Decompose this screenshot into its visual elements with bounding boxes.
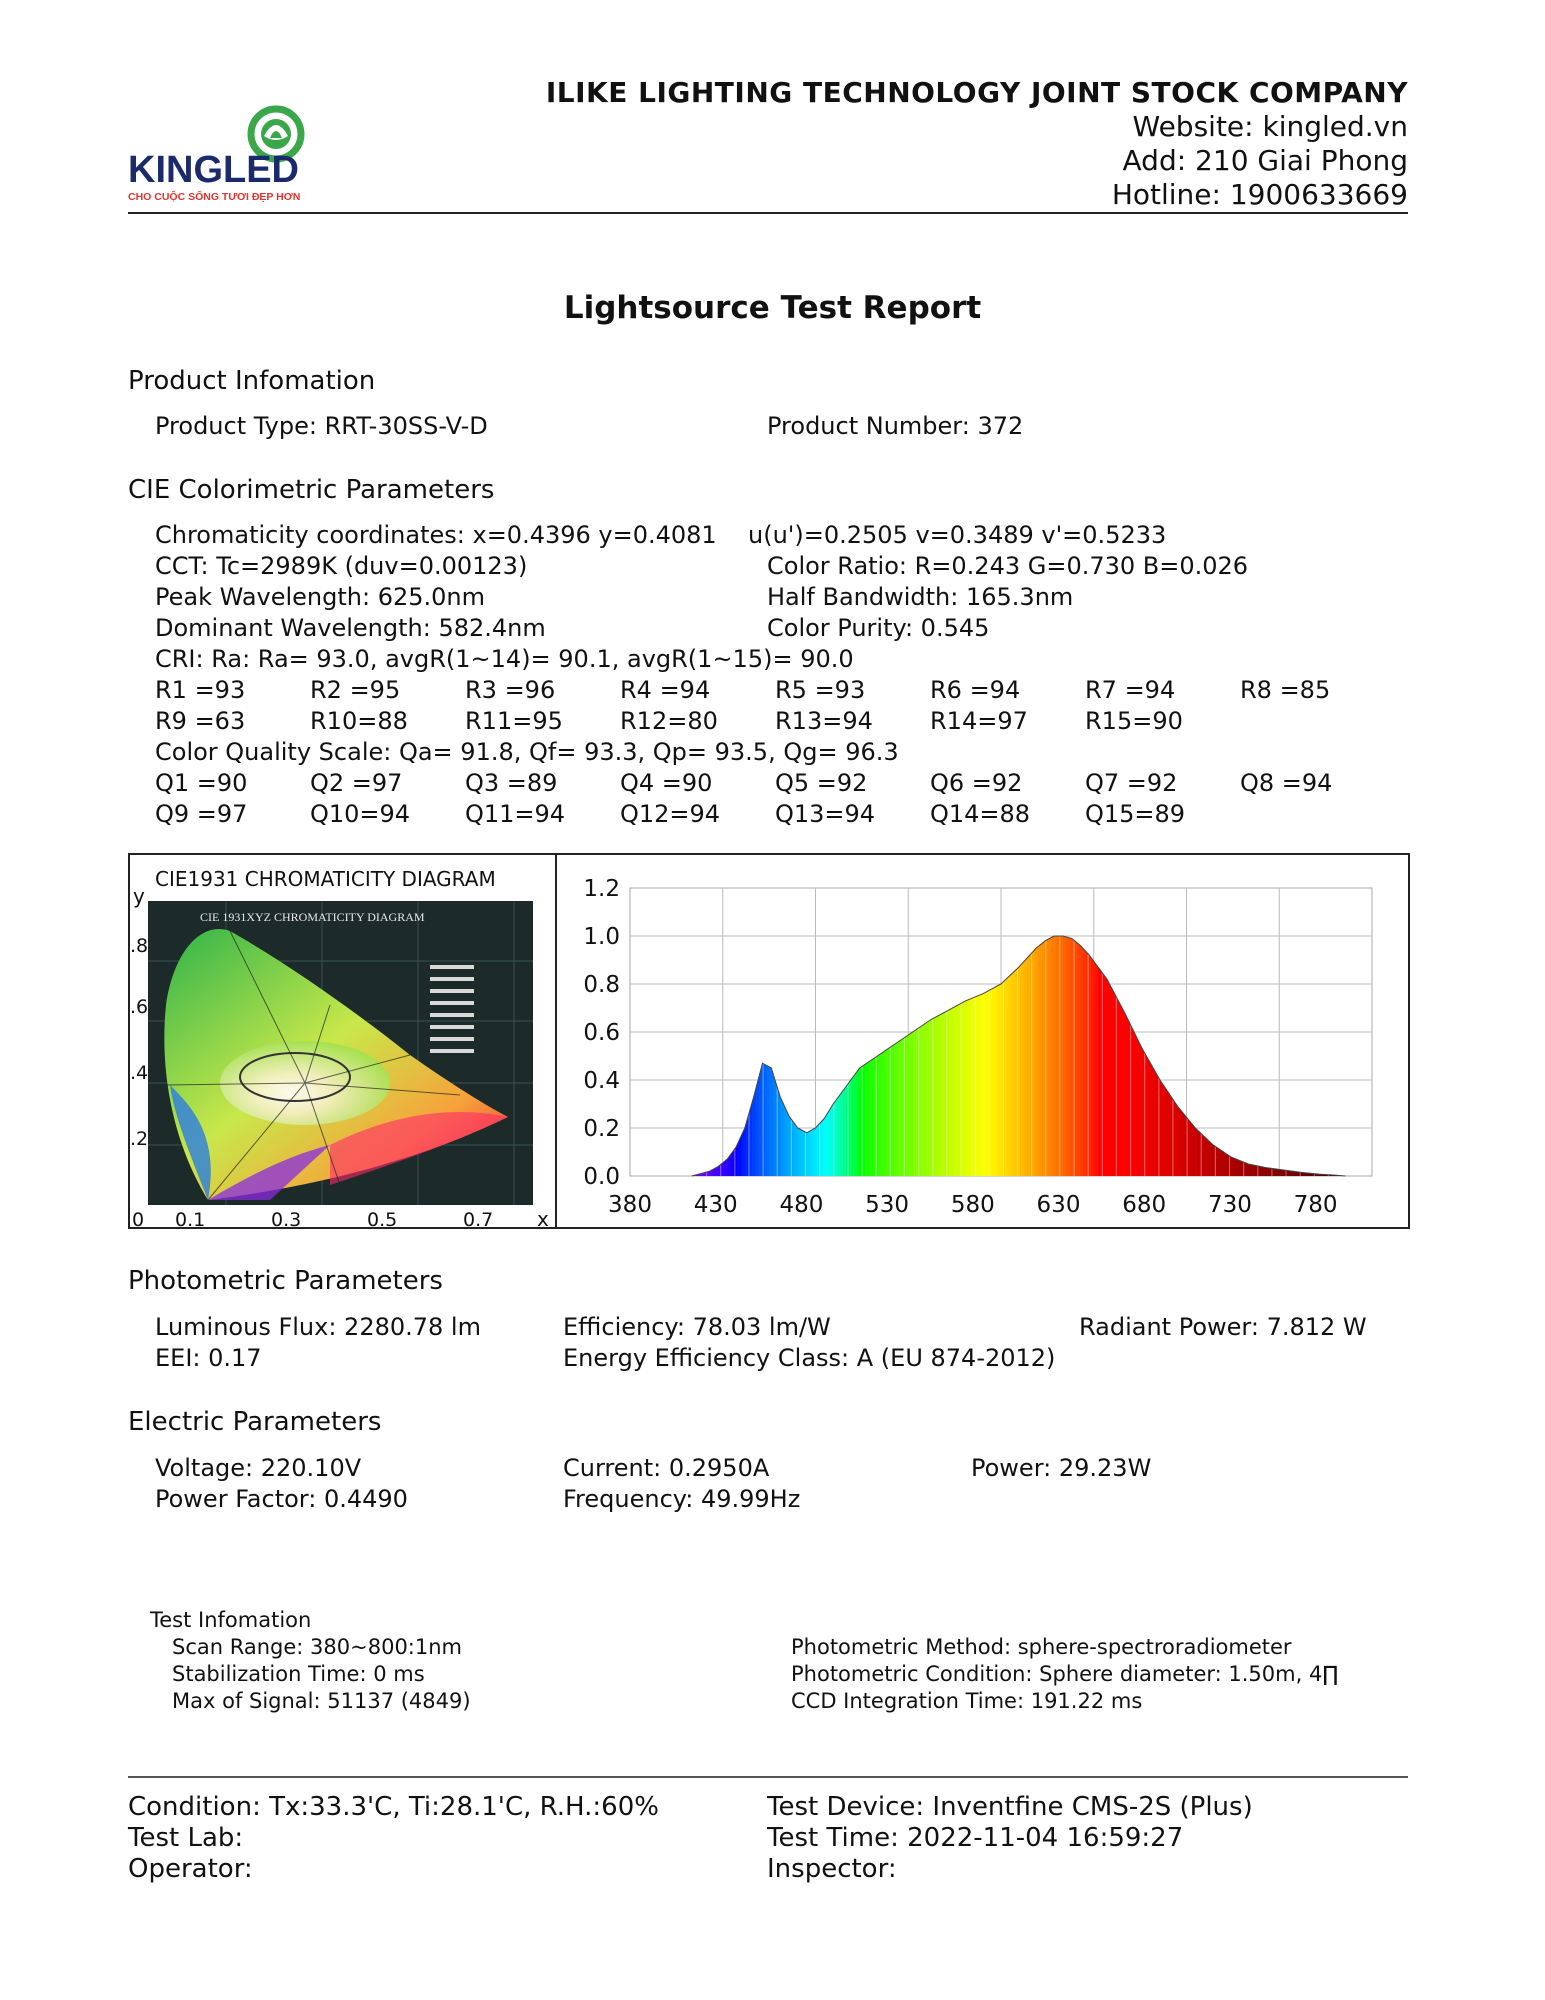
- metric-cell: R1 =93: [155, 676, 246, 704]
- cie-y-tick: .6: [130, 996, 149, 1018]
- metric-cell: Q9 =97: [155, 800, 248, 828]
- metric-cell: Q13=94: [775, 800, 876, 828]
- cct-value: CCT: Tc=2989K (duv=0.00123): [155, 552, 528, 580]
- cie-y-tick: .2: [130, 1128, 149, 1150]
- x-tick-label: 480: [779, 1192, 824, 1218]
- logo-slogan: CHO CUỘC SỐNG TƯƠI ĐẸP HƠN: [128, 191, 301, 203]
- spectrum-y-ticks: [583, 876, 620, 1190]
- luminous-flux: Luminous Flux: 2280.78 lm: [155, 1313, 481, 1341]
- report-title: Lightsource Test Report: [563, 290, 982, 326]
- frequency: Frequency: 49.99Hz: [563, 1485, 801, 1513]
- efficiency: Efficiency: 78.03 lm/W: [563, 1313, 831, 1341]
- ccd-integration-time: CCD Integration Time: 191.22 ms: [791, 1689, 1143, 1713]
- x-tick-label: 380: [608, 1192, 652, 1218]
- metric-cell: Q8 =94: [1240, 769, 1333, 797]
- metric-cell: Q10=94: [310, 800, 411, 828]
- max-signal: Max of Signal: 51137 (4849): [172, 1689, 471, 1713]
- metric-cell: R11=95: [465, 707, 563, 735]
- cri-summary: CRI: Ra: Ra= 93.0, avgR(1~14)= 90.1, avgR(1~15)= 90.0: [155, 645, 854, 673]
- x-tick-label: 580: [950, 1192, 995, 1218]
- metric-cell: Q4 =90: [620, 769, 713, 797]
- hotline-text: Hotline: 1900633669: [1111, 178, 1408, 211]
- y-tick-label: 0.4: [583, 1068, 620, 1094]
- power: Power: 29.23W: [971, 1454, 1152, 1482]
- x-tick-label: 730: [1207, 1192, 1252, 1218]
- cie-y-tick: .8: [130, 935, 149, 957]
- metric-cell: R4 =94: [620, 676, 711, 704]
- cie-diagram-title: CIE1931 CHROMATICITY DIAGRAM: [155, 867, 496, 891]
- photometric-method: Photometric Method: sphere-spectroradiometer: [791, 1635, 1292, 1659]
- cri-r-row-1: [155, 676, 1395, 704]
- scan-range: Scan Range: 380~800:1nm: [172, 1635, 463, 1659]
- color-ratio: Color Ratio: R=0.243 G=0.730 B=0.026: [767, 552, 1249, 580]
- y-tick-label: 0.8: [583, 972, 620, 998]
- cie-x-tick: 0.7: [463, 1209, 494, 1227]
- metric-cell: R9 =63: [155, 707, 246, 735]
- header-divider: [128, 212, 1408, 214]
- y-tick-label: 0.0: [583, 1164, 620, 1190]
- cri-r-row-2: [155, 707, 1240, 735]
- test-condition: Condition: Tx:33.3'C, Ti:28.1'C, R.H.:60%: [128, 1792, 659, 1822]
- y-tick-label: 0.6: [583, 1020, 620, 1046]
- cie-x-tick: 0: [132, 1209, 145, 1227]
- metric-cell: R12=80: [620, 707, 718, 735]
- metric-cell: Q1 =90: [155, 769, 248, 797]
- x-tick-label: 680: [1122, 1192, 1167, 1218]
- address-text: Add: 210 Giai Phong: [1122, 144, 1408, 177]
- chromaticity-coordinates: Chromaticity coordinates: x=0.4396 y=0.4081: [155, 521, 717, 549]
- inspector: Inspector:: [767, 1854, 897, 1884]
- cie1931-diagram: [130, 855, 550, 1227]
- cie-heading: CIE Colorimetric Parameters: [128, 475, 495, 505]
- spectrum-chart: [560, 856, 1406, 1226]
- metric-cell: R8 =85: [1240, 676, 1331, 704]
- metric-cell: R10=88: [310, 707, 408, 735]
- metric-cell: Q2 =97: [310, 769, 403, 797]
- metric-cell: Q14=88: [930, 800, 1031, 828]
- footer-divider: [128, 1776, 1408, 1778]
- metric-cell: Q7 =92: [1085, 769, 1178, 797]
- company-name: ILIKE LIGHTING TECHNOLOGY JOINT STOCK COMPANY: [545, 76, 1408, 109]
- metric-cell: R6 =94: [930, 676, 1021, 704]
- x-tick-label: 430: [693, 1192, 738, 1218]
- stabilization-time: Stabilization Time: 0 ms: [172, 1662, 425, 1686]
- y-tick-label: 0.2: [583, 1116, 620, 1142]
- metric-cell: R14=97: [930, 707, 1028, 735]
- metric-cell: Q12=94: [620, 800, 721, 828]
- power-factor: Power Factor: 0.4490: [155, 1485, 408, 1513]
- kingled-logo: [128, 104, 328, 208]
- cqs-q-row-2: [155, 800, 1240, 828]
- voltage: Voltage: 220.10V: [155, 1454, 362, 1482]
- eei-value: EEI: 0.17: [155, 1344, 262, 1372]
- cie-x-axis-label: x: [537, 1207, 549, 1227]
- color-purity: Color Purity: 0.545: [767, 614, 990, 642]
- panel-divider: [555, 855, 557, 1227]
- metric-cell: Q11=94: [465, 800, 566, 828]
- product-number: Product Number: 372: [767, 412, 1024, 440]
- y-tick-label: 1.0: [583, 924, 620, 950]
- cie-inner-title: CIE 1931XYZ CHROMATICITY DIAGRAM: [200, 910, 425, 924]
- metric-cell: R2 =95: [310, 676, 401, 704]
- photometric-heading: Photometric Parameters: [128, 1266, 443, 1296]
- test-time: Test Time: 2022-11-04 16:59:27: [767, 1823, 1184, 1853]
- cie-x-tick: 0.3: [271, 1209, 302, 1227]
- test-device: Test Device: Inventfine CMS-2S (Plus): [767, 1792, 1253, 1822]
- cqs-summary: Color Quality Scale: Qa= 91.8, Qf= 93.3, Qp= 93.5, Qg= 96.3: [155, 738, 899, 766]
- cie-y-axis-label: y: [133, 884, 145, 908]
- metric-cell: R15=90: [1085, 707, 1183, 735]
- x-tick-label: 530: [865, 1192, 910, 1218]
- dominant-wavelength: Dominant Wavelength: 582.4nm: [155, 614, 546, 642]
- cqs-q-row-1: [155, 769, 1395, 797]
- metric-cell: R13=94: [775, 707, 873, 735]
- radiant-power: Radiant Power: 7.812 W: [1079, 1313, 1367, 1341]
- cie-x-tick: 0.5: [367, 1209, 398, 1227]
- logo-wordmark: KINGLED: [128, 149, 299, 191]
- energy-efficiency-class: Energy Efficiency Class: A (EU 874-2012): [563, 1344, 1056, 1372]
- y-tick-label: 1.2: [583, 876, 620, 902]
- metric-cell: Q6 =92: [930, 769, 1023, 797]
- website-text: Website: kingled.vn: [1132, 110, 1408, 143]
- electric-heading: Electric Parameters: [128, 1407, 382, 1437]
- metric-cell: R5 =93: [775, 676, 866, 704]
- product-heading: Product Infomation: [128, 366, 376, 396]
- peak-wavelength: Peak Wavelength: 625.0nm: [155, 583, 485, 611]
- operator: Operator:: [128, 1854, 253, 1884]
- x-tick-label: 630: [1036, 1192, 1081, 1218]
- current: Current: 0.2950A: [563, 1454, 770, 1482]
- metric-cell: R3 =96: [465, 676, 556, 704]
- photometric-condition: Photometric Condition: Sphere diameter: 1.50m, 4∏: [791, 1662, 1339, 1686]
- uv-coordinates: u(u')=0.2505 v=0.3489 v'=0.5233: [748, 521, 1167, 549]
- test-lab: Test Lab:: [128, 1823, 244, 1853]
- product-type: Product Type: RRT-30SS-V-D: [155, 412, 488, 440]
- cie-x-tick: 0.1: [175, 1209, 206, 1227]
- metric-cell: R7 =94: [1085, 676, 1176, 704]
- cie-y-tick: .4: [130, 1062, 149, 1084]
- metric-cell: Q15=89: [1085, 800, 1186, 828]
- metric-cell: Q5 =92: [775, 769, 868, 797]
- half-bandwidth: Half Bandwidth: 165.3nm: [767, 583, 1074, 611]
- test-info-heading: Test Infomation: [150, 1608, 312, 1632]
- spectrum-x-ticks: [608, 1192, 1338, 1218]
- x-tick-label: 780: [1293, 1192, 1338, 1218]
- metric-cell: Q3 =89: [465, 769, 558, 797]
